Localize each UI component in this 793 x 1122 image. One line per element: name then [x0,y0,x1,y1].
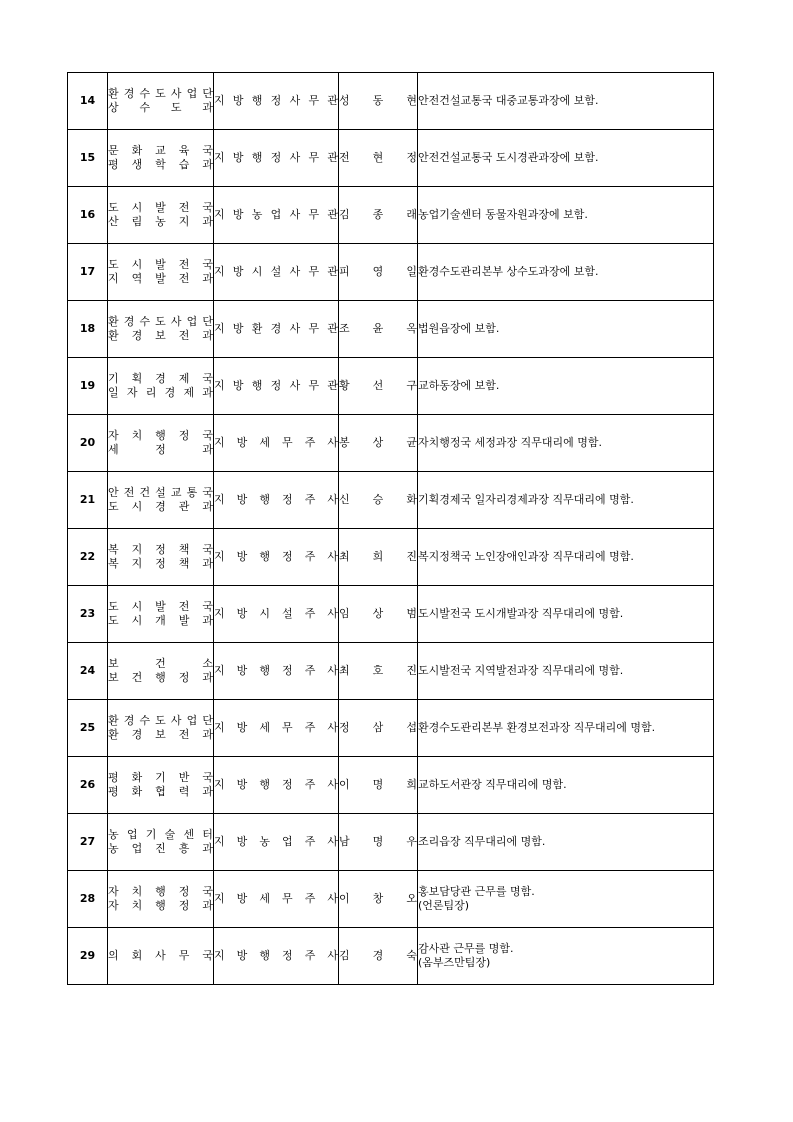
department-cell [108,586,214,643]
department-cell [108,244,214,301]
rank-cell [214,928,339,985]
spread-text: 일 자 리 경 제 과 [108,386,213,399]
appointment-note-line: 안전건설교통국 도시경관과장에 보함. [418,151,599,164]
department-cell [108,358,214,415]
appointment-note-cell [418,472,714,529]
spread-text: 복 지 정 책 국 [108,543,213,556]
row-number: 24 [68,643,108,700]
appointment-note-cell [418,586,714,643]
spread-text: 상 수 도 과 [108,101,213,114]
name-cell [339,871,418,928]
name-cell [339,757,418,814]
spread-text: 평 화 협 력 과 [108,785,213,798]
spread-text: 이 창 오 [339,892,417,905]
spread-text: 도 시 경 관 과 [108,500,213,513]
rank-cell [214,643,339,700]
appointment-note-cell [418,757,714,814]
appointment-note-line: (옴부즈만팀장) [418,956,491,969]
appointment-note-line: 교하도서관장 직무대리에 명함. [418,778,567,791]
appointment-note-cell [418,643,714,700]
department-cell [108,301,214,358]
spread-text: 농 업 기 술 센 터 [108,828,213,841]
spread-text: 지 방 행 정 주 사 [214,664,338,677]
table-row [68,73,714,130]
spread-text: 지 방 행 정 주 사 [214,550,338,563]
name-cell [339,73,418,130]
spread-text: 환 경 수 도 사 업 단 [108,714,213,727]
spread-text: 환 경 수 도 사 업 단 [108,315,213,328]
spread-text: 남 명 우 [339,835,417,848]
name-cell [339,814,418,871]
spread-text: 평 생 학 습 과 [108,158,213,171]
spread-text: 지 방 행 정 주 사 [214,493,338,506]
department-cell [108,415,214,472]
row-number: 16 [68,187,108,244]
appointment-note-line: 홍보담당관 근무를 명함. [418,885,535,898]
appointment-note-cell [418,73,714,130]
spread-text: 지 방 행 정 사 무 관 [214,151,338,164]
appointment-note-cell [418,871,714,928]
appointment-note-line: 도시발전국 도시개발과장 직무대리에 명함. [418,607,624,620]
row-number: 18 [68,301,108,358]
rank-cell [214,130,339,187]
spread-text: 기 획 경 제 국 [108,372,213,385]
spread-text: 환 경 수 도 사 업 단 [108,87,213,100]
spread-text: 황 선 구 [339,379,417,392]
spread-text: 지 방 행 정 사 무 관 [214,94,338,107]
appointment-note-cell [418,187,714,244]
department-cell [108,757,214,814]
appointment-note-cell [418,301,714,358]
rank-cell [214,757,339,814]
spread-text: 도 시 발 전 국 [108,600,213,613]
name-cell [339,130,418,187]
row-number: 21 [68,472,108,529]
spread-text: 보 건 소 [108,657,213,670]
rank-cell [214,529,339,586]
appointment-note-cell [418,244,714,301]
department-cell [108,187,214,244]
spread-text: 농 업 진 흥 과 [108,842,213,855]
row-number: 25 [68,700,108,757]
name-cell [339,244,418,301]
table-row [68,814,714,871]
spread-text: 지 방 행 정 사 무 관 [214,379,338,392]
name-cell [339,586,418,643]
rank-cell [214,472,339,529]
table-row [68,928,714,985]
spread-text: 지 방 환 경 사 무 관 [214,322,338,335]
rank-cell [214,415,339,472]
spread-text: 평 화 기 반 국 [108,771,213,784]
row-number: 22 [68,529,108,586]
appointment-note-line: 안전건설교통국 대중교통과장에 보함. [418,94,599,107]
row-number: 28 [68,871,108,928]
department-cell [108,73,214,130]
spread-text: 조 윤 옥 [339,322,417,335]
spread-text: 피 영 일 [339,265,417,278]
row-number: 29 [68,928,108,985]
name-cell [339,643,418,700]
spread-text: 산 림 농 지 과 [108,215,213,228]
spread-text: 안 전 건 설 교 통 국 [108,486,213,499]
department-cell [108,928,214,985]
name-cell [339,928,418,985]
department-cell [108,643,214,700]
rank-cell [214,73,339,130]
appointment-note-line: 감사관 근무를 명함. [418,942,514,955]
spread-text: 지 방 행 정 주 사 [214,949,338,962]
appointment-note-cell [418,415,714,472]
spread-text: 지 방 세 무 주 사 [214,721,338,734]
spread-text: 성 동 현 [339,94,417,107]
table-row [68,643,714,700]
spread-text: 자 치 행 정 국 [108,885,213,898]
spread-text: 자 치 행 정 과 [108,899,213,912]
spread-text: 이 명 희 [339,778,417,791]
rank-cell [214,700,339,757]
name-cell [339,700,418,757]
spread-text: 지 방 농 업 주 사 [214,835,338,848]
appointment-note-line: 기획경제국 일자리경제과장 직무대리에 명함. [418,493,634,506]
spread-text: 환 경 보 전 과 [108,728,213,741]
appointment-note-line: 환경수도관리본부 환경보전과장 직무대리에 명함. [418,721,656,734]
spread-text: 세 정 과 [108,443,213,456]
name-cell [339,301,418,358]
spread-text: 지 방 세 무 주 사 [214,436,338,449]
rank-cell [214,244,339,301]
appointment-note-line: 도시발전국 지역발전과장 직무대리에 명함. [418,664,624,677]
appointment-note-line: 법원읍장에 보함. [418,322,500,335]
row-number: 17 [68,244,108,301]
appointment-note-line: 자치행정국 세정과장 직무대리에 명함. [418,436,603,449]
name-cell [339,529,418,586]
table-row [68,871,714,928]
row-number: 26 [68,757,108,814]
spread-text: 최 호 진 [339,664,417,677]
appointment-note-cell [418,814,714,871]
spread-text: 환 경 보 전 과 [108,329,213,342]
table-row [68,586,714,643]
spread-text: 자 치 행 정 국 [108,429,213,442]
spread-text: 복 지 정 책 과 [108,557,213,570]
spread-text: 김 경 숙 [339,949,417,962]
table-row [68,130,714,187]
row-number: 19 [68,358,108,415]
department-cell [108,529,214,586]
spread-text: 보 건 행 정 과 [108,671,213,684]
table-row [68,472,714,529]
name-cell [339,358,418,415]
spread-text: 지 방 행 정 주 사 [214,778,338,791]
appointment-note-line: 복지정책국 노인장애인과장 직무대리에 명함. [418,550,634,563]
rank-cell [214,358,339,415]
spread-text: 도 시 발 전 국 [108,201,213,214]
department-cell [108,472,214,529]
appointment-note-cell [418,529,714,586]
spread-text: 임 상 범 [339,607,417,620]
row-number: 15 [68,130,108,187]
table-row [68,529,714,586]
name-cell [339,187,418,244]
personnel-table [67,72,714,985]
table-row [68,415,714,472]
rank-cell [214,187,339,244]
spread-text: 문 화 교 육 국 [108,144,213,157]
appointment-note-line: 환경수도관리본부 상수도과장에 보함. [418,265,599,278]
appointment-note-cell [418,928,714,985]
row-number: 23 [68,586,108,643]
appointment-note-cell [418,358,714,415]
name-cell [339,472,418,529]
spread-text: 도 시 발 전 국 [108,258,213,271]
name-cell [339,415,418,472]
table-row [68,358,714,415]
appointment-note-line: 조리읍장 직무대리에 명함. [418,835,546,848]
spread-text: 전 현 정 [339,151,417,164]
spread-text: 의 회 사 무 국 [108,949,213,962]
rank-cell [214,301,339,358]
table-row [68,244,714,301]
rank-cell [214,871,339,928]
row-number: 20 [68,415,108,472]
spread-text: 도 시 개 발 과 [108,614,213,627]
spread-text: 지 방 세 무 주 사 [214,892,338,905]
appointment-note-cell [418,130,714,187]
table-row [68,700,714,757]
spread-text: 김 종 래 [339,208,417,221]
spread-text: 봉 상 균 [339,436,417,449]
spread-text: 지 역 발 전 과 [108,272,213,285]
row-number: 27 [68,814,108,871]
appointment-note-cell [418,700,714,757]
rank-cell [214,586,339,643]
appointment-note-line: 농업기술센터 동물자원과장에 보함. [418,208,588,221]
spread-text: 지 방 농 업 사 무 관 [214,208,338,221]
row-number: 14 [68,73,108,130]
department-cell [108,814,214,871]
spread-text: 신 승 화 [339,493,417,506]
department-cell [108,871,214,928]
spread-text: 최 희 진 [339,550,417,563]
appointment-note-line: (언론팀장) [418,899,470,912]
table-row [68,757,714,814]
table-row [68,301,714,358]
personnel-table-body [68,73,714,985]
spread-text: 지 방 시 설 사 무 관 [214,265,338,278]
table-row [68,187,714,244]
appointment-note-line: 교하동장에 보함. [418,379,500,392]
spread-text: 지 방 시 설 주 사 [214,607,338,620]
department-cell [108,700,214,757]
rank-cell [214,814,339,871]
department-cell [108,130,214,187]
spread-text: 정 삼 섭 [339,721,417,734]
